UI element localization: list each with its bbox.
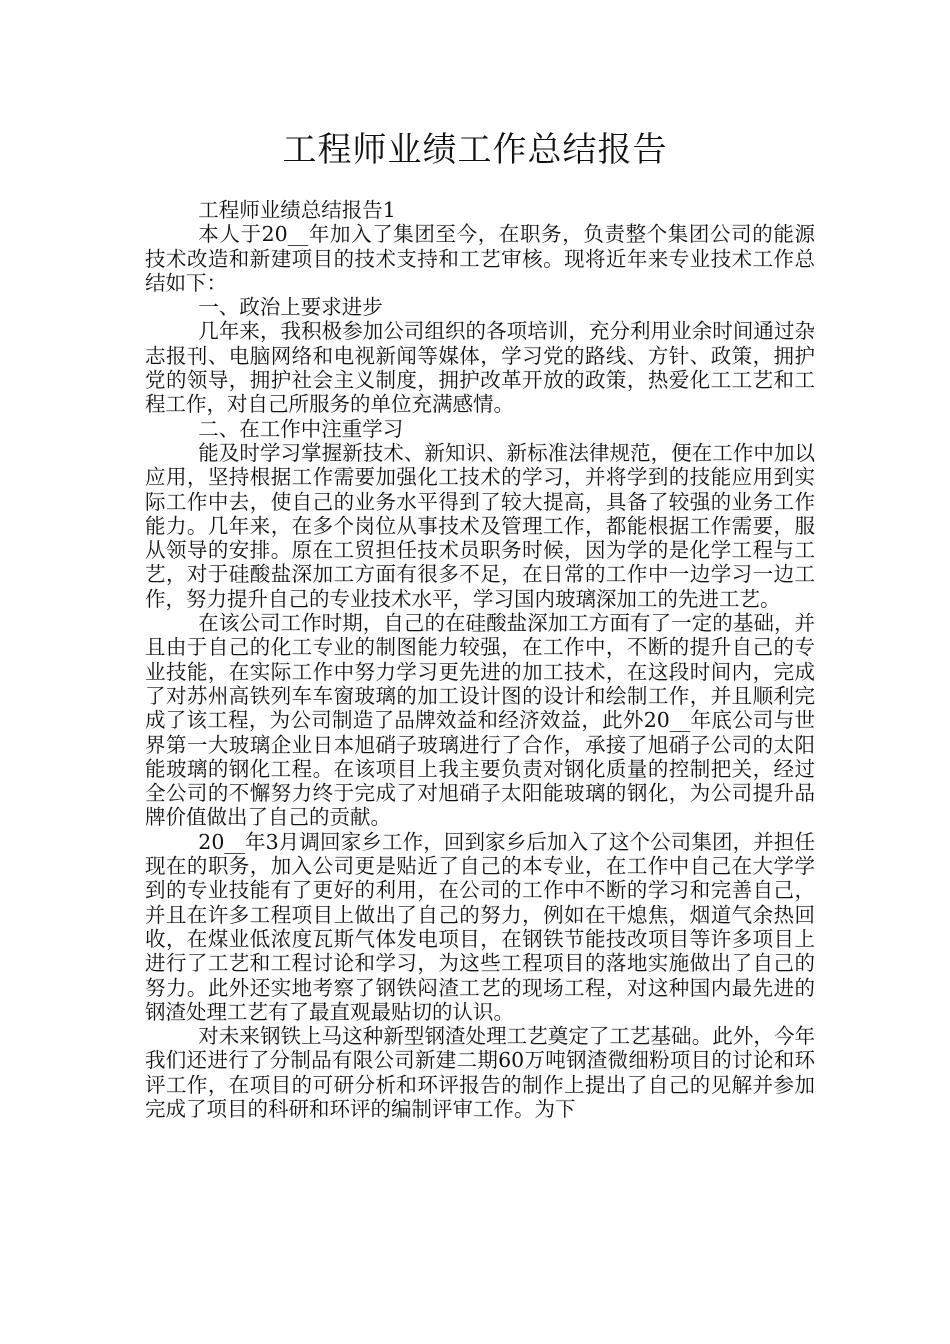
document-title: 工程师业绩工作总结报告 [282, 130, 668, 170]
section-heading-politics: 一、政治上要求进步 [198, 295, 383, 320]
paragraph-future: 对未来钢铁上马这种新型钢渣处理工艺奠定了工艺基础。此外，今年我们还进行了分制品有限公司新建二期60万吨钢渣微细粉项目的讨论和环评工作，在项目的可研分析和环评报告的制作上提出了自己的见解并参加完成了项目的科研和环评的编制评审工作。为下 [145, 1024, 815, 1121]
section-heading-learning: 二、在工作中注重学习 [198, 416, 404, 441]
paragraph-learning: 能及时学习掌握新技术、新知识、新标准法律规范，便在工作中加以应用，坚持根据工作需要加强化工技术的学习，并将学到的技能应用到实际工作中去，使自己的业务水平得到了较大提高，具备了较强的业务工作能力。几年来，在多个岗位从事技术及管理工作，都能根据工作需要，服从领导的安排。原在工贸担任技术员职务时候，因为学的是化学工程与工艺，对于硅酸盐深加工方面有很多不足，在日常的工作中一边学习一边工作，努力提升自己的专业技术水平，学习国内玻璃深加工的先进工艺。 [145, 440, 815, 611]
paragraph-intro: 本人于20__年加入了集团至今，在职务，负责整个集团公司的能源技术改造和新建项目的技术支持和工艺审核。现将近年来专业技术工作总结如下： [145, 222, 815, 295]
paragraph-politics: 几年来，我积极参加公司组织的各项培训，充分利用业余时间通过杂志报刊、电脑网络和电视新闻等媒体，学习党的路线、方针、政策，拥护党的领导，拥护社会主义制度，拥护改革开放的政策，热爱化工工艺和工程工作，对自己所服务的单位充满感情。 [145, 319, 815, 417]
paragraph-company-work: 在该公司工作时期，自己的在硅酸盐深加工方面有了一定的基础，并且由于自己的化工专业的制图能力较强，在工作中，不断的提升自己的专业技能，在实际工作中努力学习更先进的加工技术，在这段时间内，完成了对苏州高铁列车车窗玻璃的加工设计图的设计和绘制工作，并且顺利完成了该工程，为公司制造了品牌效益和经济效益，此外20__年底公司与世界第一大玻璃企业日本旭硝子玻璃进行了合作，承接了旭硝子公司的太阳能玻璃的钢化工程。在该项目上我主要负责对钢化质量的控制把关，经过全公司的不懈努力终于完成了对旭硝子太阳能玻璃的钢化，为公司提升品牌价值做出了自己的贡献。 [145, 611, 815, 830]
paragraph-hometown-work: 20__年3月调回家乡工作，回到家乡后加入了这个公司集团，并担任现在的职务，加入公司更是贴近了自己的本专业，在工作中自己在大学学到的专业技能有了更好的利用，在公司的工作中不断的学习和完善自己，并且在许多工程项目上做出了自己的努力，例如在干熄焦，烟道气余热回收，在煤业低浓度瓦斯气体发电项目，在钢铁节能技改项目等许多项目上进行了工艺和工程讨论和学习，为这些工程项目的落地实施做出了自己的努力。此外还实地考察了钢铁闷渣工艺的现场工程，对这种国内最先进的钢渣处理工艺有了最直观最贴切的认识。 [145, 829, 815, 1024]
document-subtitle: 工程师业绩总结报告1 [198, 198, 396, 222]
document-body [145, 198, 815, 1121]
